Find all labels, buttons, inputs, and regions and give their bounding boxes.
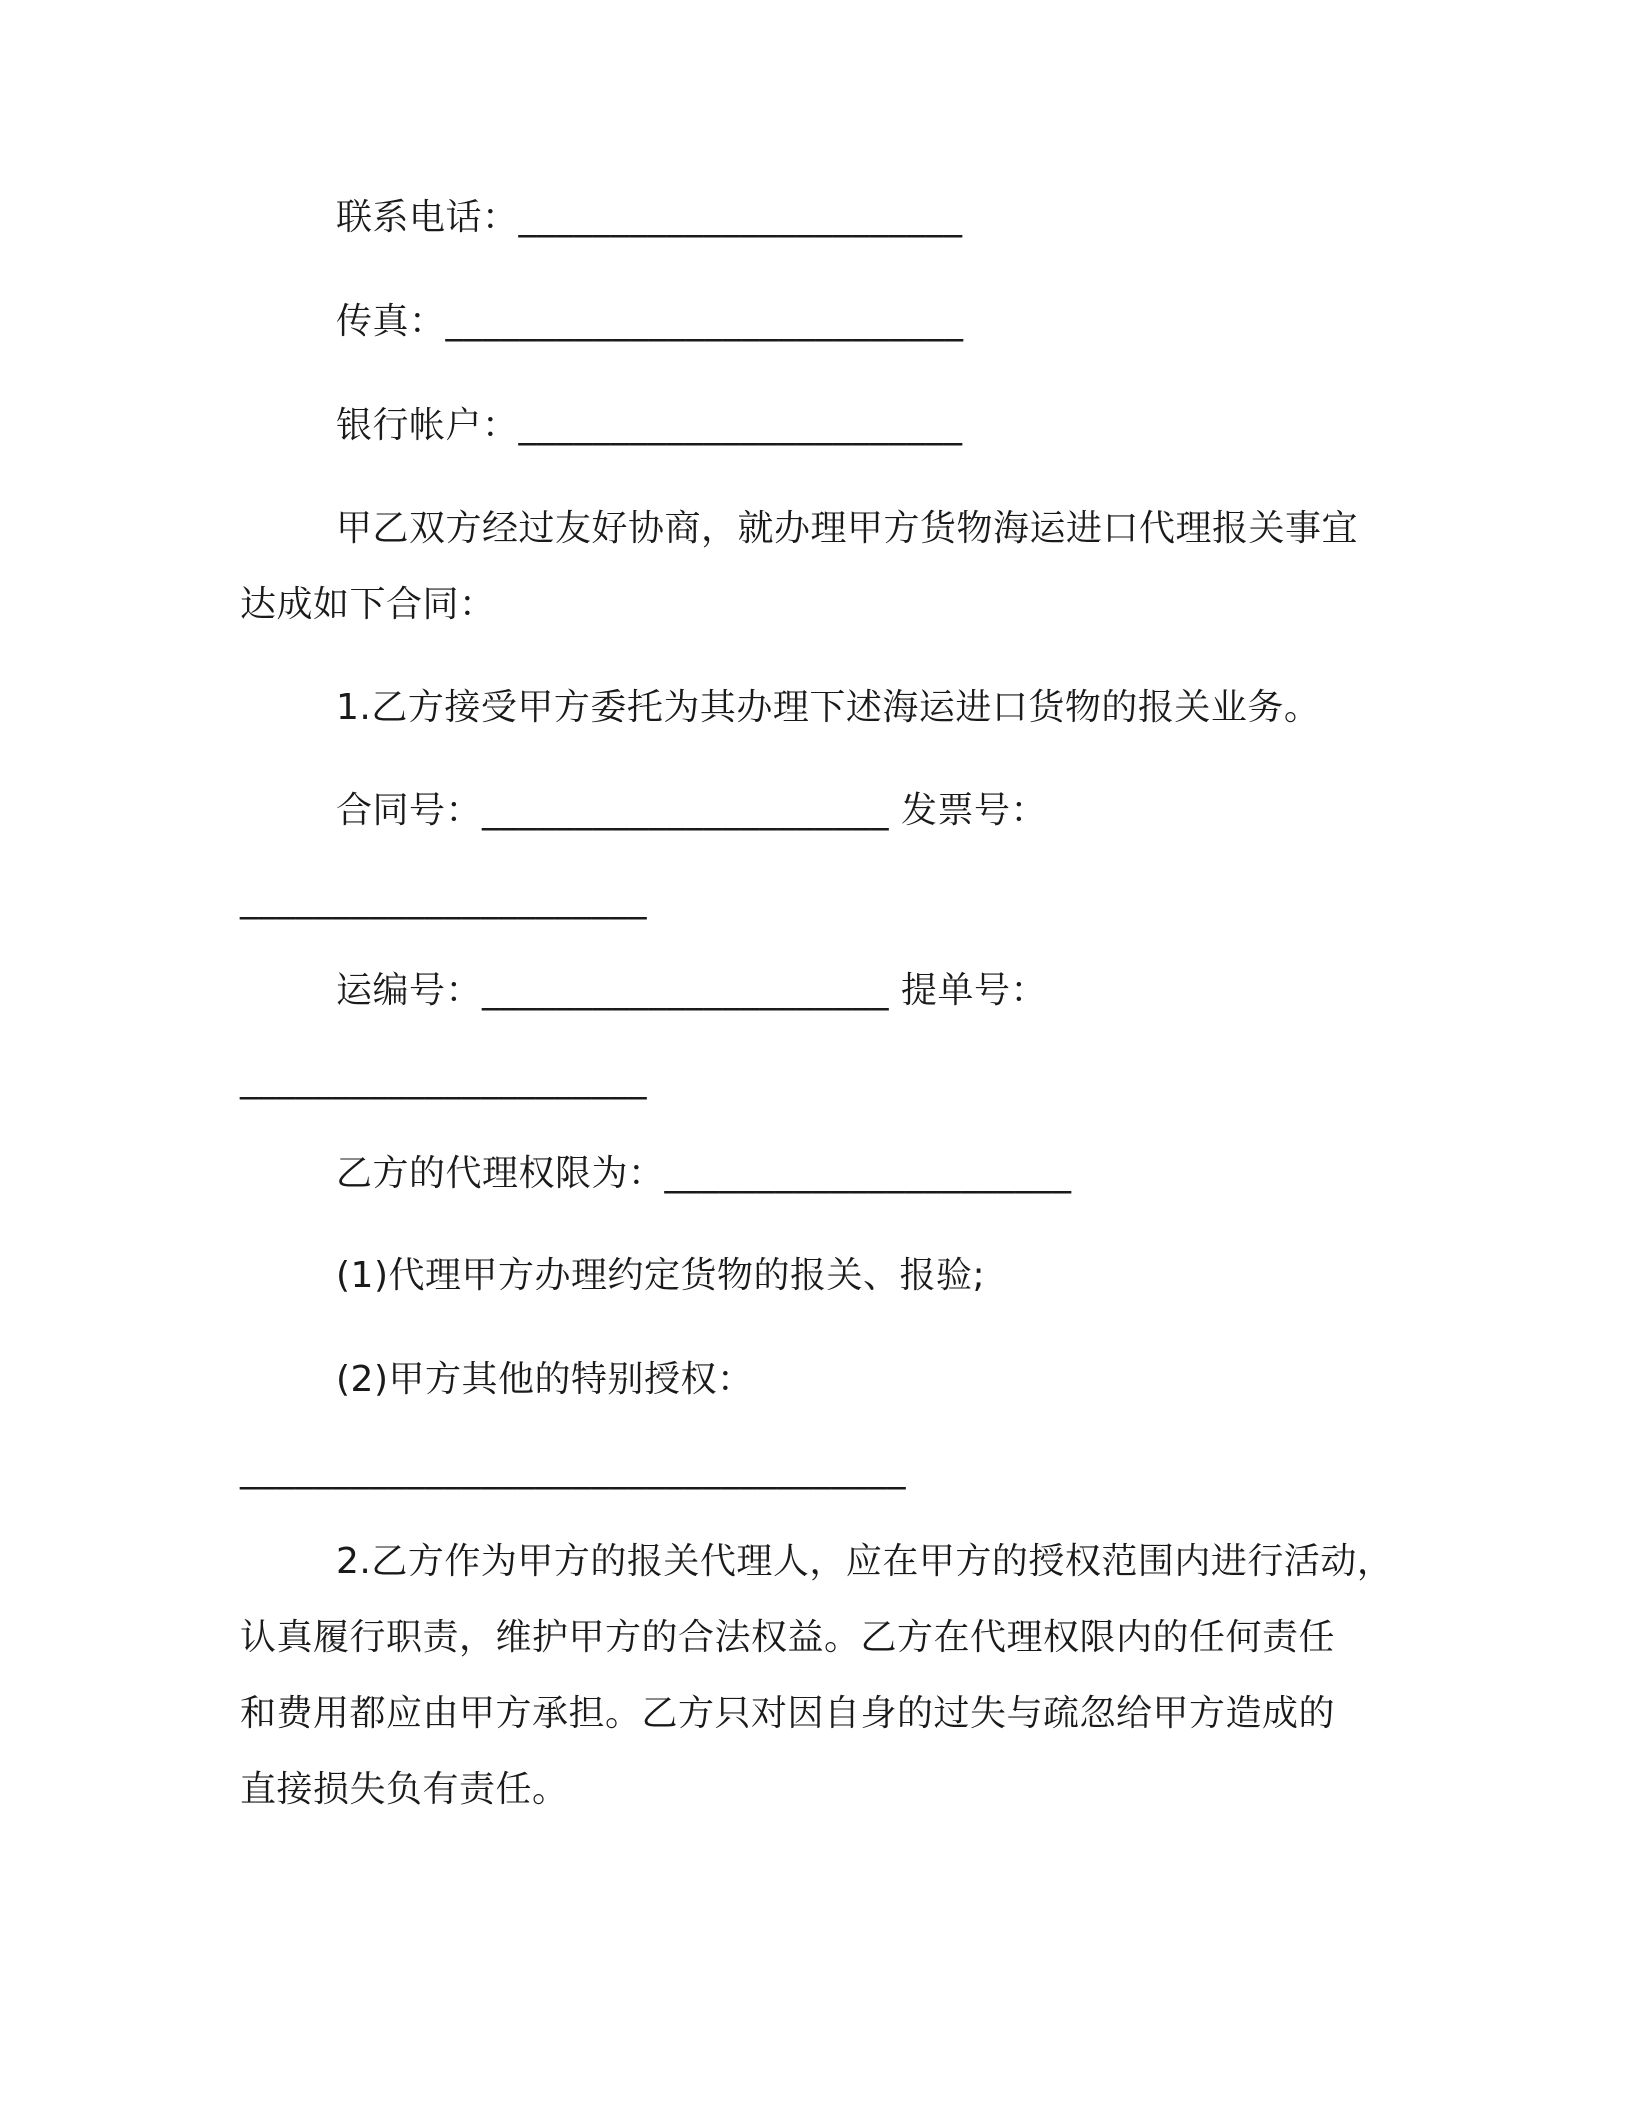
clause-1-text: 1.乙方接受甲方委托为其办理下述海运进口货物的报关业务。 [336,687,1321,728]
contract-invoice-line: 合同号：______________________ 发票号： [336,790,1047,831]
clause-2-line-3: 和费用都应由甲方承担。乙方只对因自身的过失与疏忽给甲方造成的 [240,1693,1336,1734]
agency-authority-line: 乙方的代理权限为：______________________ [336,1153,1072,1194]
clause-2-line-2: 认真履行职责，维护甲方的合法权益。乙方在代理权限内的任何责任 [240,1617,1336,1658]
authority-item-2: (2)甲方其他的特别授权： [336,1359,754,1400]
invoice-blank-line: ______________________ [240,879,647,920]
clause-2-line-4: 直接损失负有责任。 [240,1769,569,1810]
contact-phone-line: 联系电话：________________________ [336,197,963,238]
shipment-bill-line: 运编号：______________________ 提单号： [336,970,1047,1011]
intro-paragraph-line-1: 甲乙双方经过友好协商，就办理甲方货物海运进口代理报关事宜 [336,508,1359,549]
clause-2-line-1: 2.乙方作为甲方的报关代理人，应在甲方的授权范围内进行活动， [336,1541,1394,1582]
authority-item-1: (1)代理甲方办理约定货物的报关、报验; [336,1255,986,1296]
intro-paragraph-line-2: 达成如下合同： [240,584,496,625]
special-authority-blank-line: ____________________________________ [240,1449,906,1490]
bank-account-line: 银行帐户：________________________ [336,405,963,446]
fax-line: 传真：____________________________ [336,301,964,342]
bill-blank-line: ______________________ [240,1059,647,1100]
